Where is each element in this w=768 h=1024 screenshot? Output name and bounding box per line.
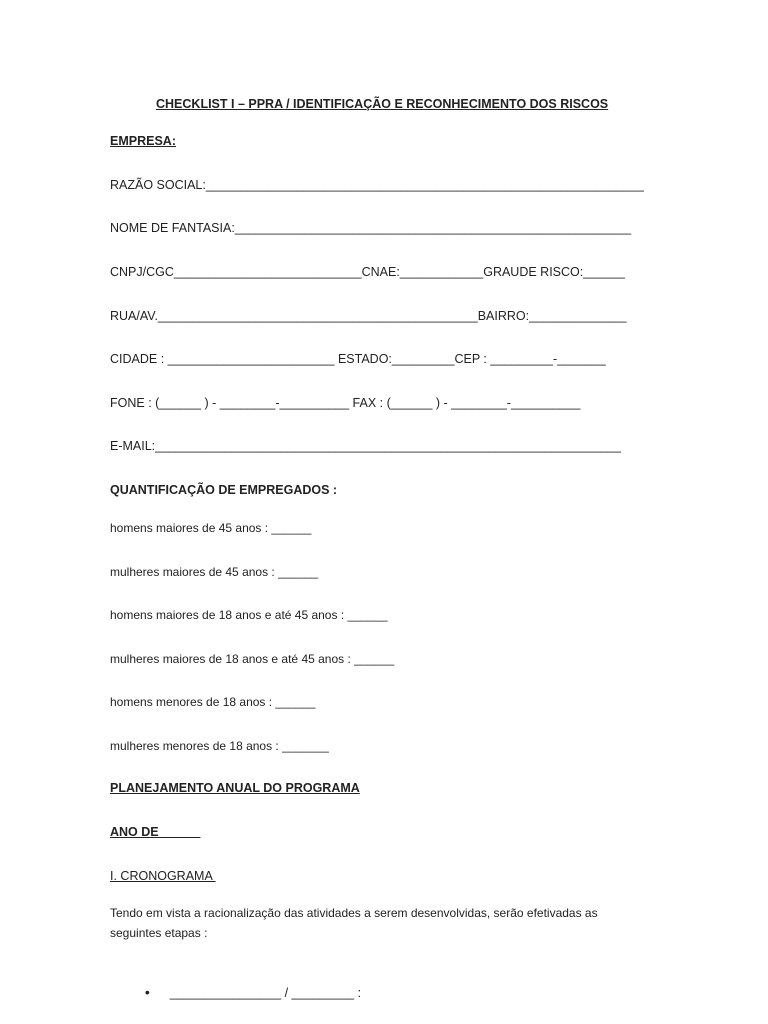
planejamento-heading: PLANEJAMENTO ANUAL DO PROGRAMA	[110, 781, 360, 795]
quantificacao-item: homens menores de 18 anos : ______	[110, 695, 316, 709]
document-title: CHECKLIST I – PPRA / IDENTIFICAÇÃO E RECONHECIMENTO DOS RISCOS	[156, 97, 609, 111]
list-item	[131, 968, 361, 1017]
email-field: E-MAIL:___________________________________________________________________	[110, 439, 621, 453]
bullet-icon: •	[144, 984, 150, 1000]
cronograma-heading: I. CRONOGRAMA	[110, 869, 216, 883]
cnpj-cnae-risco-field: CNPJ/CGC___________________________CNAE:____________GRAUDE RISCO:______	[110, 265, 625, 279]
quantificacao-item: mulheres menores de 18 anos : _______	[110, 739, 329, 753]
rua-bairro-field: RUA/AV.______________________________________________BAIRRO:______________	[110, 309, 627, 323]
quantificacao-item: homens maiores de 45 anos : ______	[110, 521, 312, 535]
fone-fax-field: FONE : (______ ) - ________-__________ FAX : (______ ) - ________-__________	[110, 396, 581, 410]
razao-social-field: RAZÃO SOCIAL:_______________________________________________________________	[110, 178, 644, 192]
quantificacao-item: mulheres maiores de 18 anos e até 45 anos : ______	[110, 652, 395, 666]
quantificacao-item: mulheres maiores de 45 anos : ______	[110, 565, 319, 579]
cidade-estado-cep-field: CIDADE : ________________________ ESTADO:_________CEP : _________-_______	[110, 352, 606, 366]
nome-fantasia-field: NOME DE FANTASIA:_________________________________________________________	[110, 221, 632, 235]
empresa-heading: EMPRESA:	[110, 134, 176, 148]
quantificacao-item: homens maiores de 18 anos e até 45 anos : ______	[110, 608, 388, 622]
quantificacao-heading: QUANTIFICAÇÃO DE EMPREGADOS :	[110, 483, 338, 497]
cronograma-paragraph: Tendo em vista a racionalização das atividades a serem desenvolvidas, serão efetivadas as seguintes etapas :	[110, 906, 598, 940]
ano-de-field: ANO DE______	[110, 825, 201, 839]
list-item-text: ________________ / _________ :	[169, 986, 362, 1000]
